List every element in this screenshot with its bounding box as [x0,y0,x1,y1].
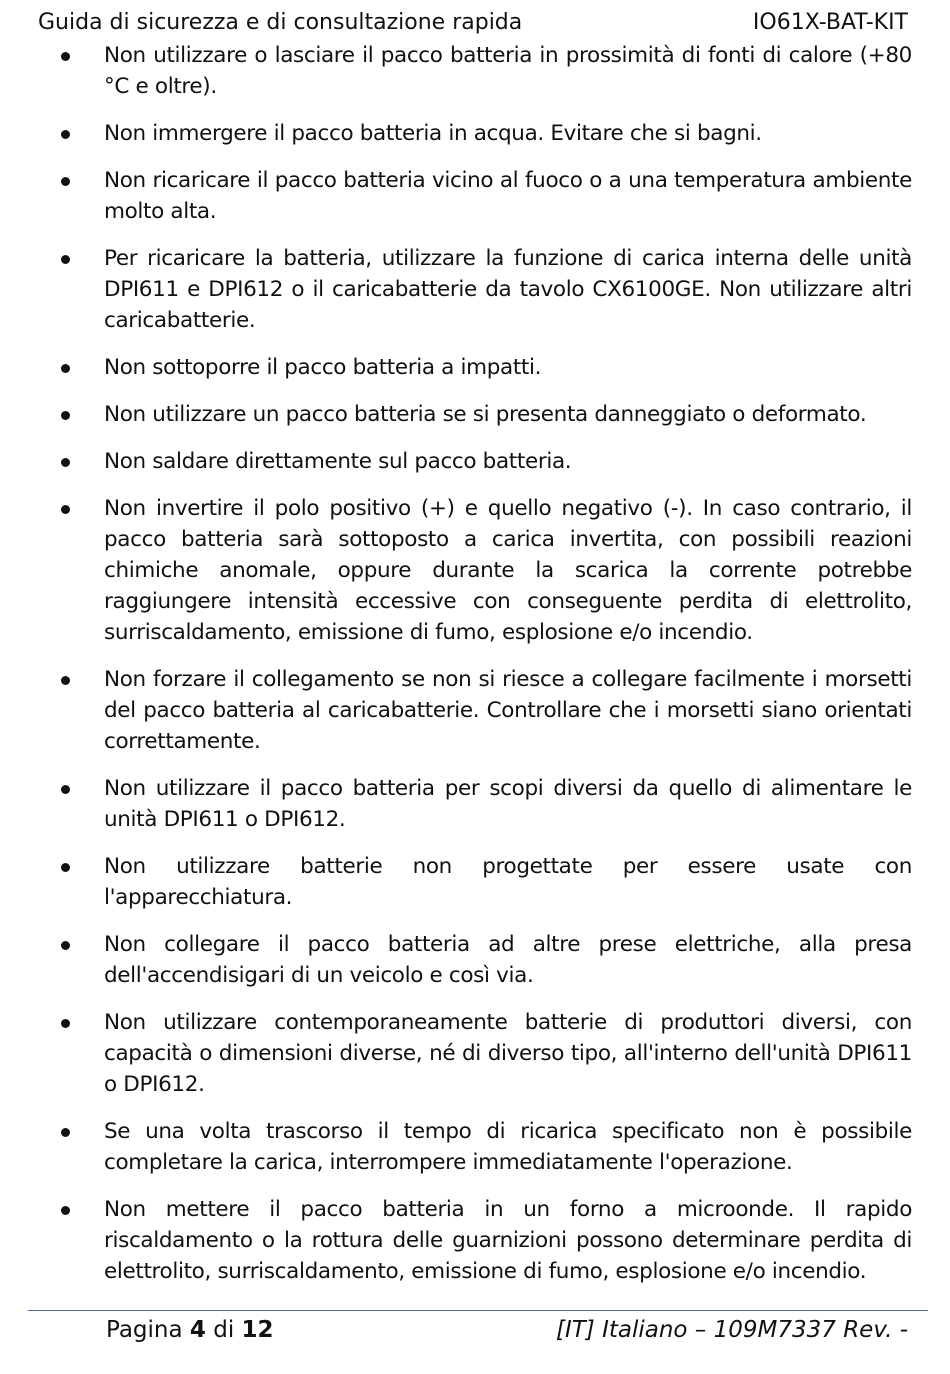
bullet-icon [61,255,70,264]
bullet-icon [61,785,70,794]
bullet-icon [61,505,70,514]
bullet-text: Non utilizzare batterie non progettate per essere usate con l'apparecchiatura. [104,854,912,910]
bullet-text: Non sottoporre il pacco batteria a impatti. [104,355,542,380]
list-item [58,851,912,913]
page-header [38,6,908,38]
bullet-icon [61,130,70,139]
page-total: 12 [241,1317,274,1343]
page-indicator [106,1317,274,1343]
bullet-text: Non utilizzare il pacco batteria per scopi diversi da quello di alimentare le unità DPI611 o DPI612. [104,776,912,832]
list-item [58,243,912,336]
bullet-icon [61,1019,70,1028]
page-footer [106,1312,908,1348]
bullet-text: Non mettere il pacco batteria in un forno a microonde. Il rapido riscaldamento o la rottura delle guarnizioni possono determinare perdita di elettrolito, surriscaldamento, emissione di fumo, esplosione e/o incendio. [104,1197,912,1284]
list-item [58,352,912,383]
bullet-icon [61,364,70,373]
bullet-text: Non utilizzare contemporaneamente batterie di produttori diversi, con capacità o dimensioni diverse, né di diverso tipo, all'interno dell'unità DPI611 o DPI612. [104,1010,912,1097]
header-doc-code: IO61X-BAT-KIT [752,9,908,35]
list-item [58,165,912,227]
list-item [58,929,912,991]
bullet-icon [61,177,70,186]
bullet-text: Non immergere il pacco batteria in acqua. Evitare che si bagni. [104,121,762,146]
of-word: di [213,1317,235,1343]
bullet-icon [61,863,70,872]
list-item [58,118,912,149]
list-item [58,1116,912,1178]
bullet-text: Non saldare direttamente sul pacco batteria. [104,449,572,474]
bullet-icon [61,941,70,950]
bullet-icon [61,52,70,61]
page-number: 4 [189,1317,206,1343]
bullet-text: Non invertire il polo positivo (+) e quello negativo (-). In caso contrario, il pacco batteria sarà sottoposto a carica invertita, con possibili reazioni chimiche anomale, oppure durante la scarica la corrente potrebbe raggiungere intensità eccessive con conseguente perdita di elettrolito, surriscaldamento, emissione di fumo, esplosione e/o incendio. [104,496,912,645]
bullet-icon [61,676,70,685]
bullet-text: Non ricaricare il pacco batteria vicino al fuoco o a una temperatura ambiente molto alta. [104,168,912,224]
list-item [58,40,912,102]
safety-bullet-list [58,40,912,1287]
bullet-icon [61,1128,70,1137]
bullet-text: Non collegare il pacco batteria ad altre prese elettriche, alla presa dell'accendisigari di un veicolo e così via. [104,932,912,988]
bullet-text: Se una volta trascorso il tempo di ricarica specificato non è possibile completare la carica, interrompere immediatamente l'operazione. [104,1119,912,1175]
bullet-icon [61,1206,70,1215]
bullet-icon [61,411,70,420]
list-item [58,446,912,477]
list-item [58,1007,912,1100]
bullet-text: Non forzare il collegamento se non si riesce a collegare facilmente i morsetti del pacco batteria al caricabatterie. Controllare che i morsetti siano orientati correttamente. [104,667,912,754]
bullet-icon [61,458,70,467]
list-item [58,1194,912,1287]
list-item [58,773,912,835]
bullet-text: Non utilizzare o lasciare il pacco batteria in prossimità di fonti di calore (+80 °C e oltre). [104,43,912,99]
header-title: Guida di sicurezza e di consultazione rapida [38,9,523,35]
footer-divider [28,1310,928,1311]
document-body [58,40,912,1303]
list-item [58,664,912,757]
bullet-text: Non utilizzare un pacco batteria se si presenta danneggiato o deformato. [104,402,867,427]
page-word: Pagina [106,1317,183,1343]
list-item [58,493,912,648]
bullet-text: Per ricaricare la batteria, utilizzare la funzione di carica interna delle unità DPI611 e DPI612 o il caricabatterie da tavolo CX6100GE. Non utilizzare altri caricabatterie. [104,246,912,333]
list-item [58,399,912,430]
footer-language-revision: [IT] Italiano – 109M7337 Rev. - [555,1317,908,1343]
